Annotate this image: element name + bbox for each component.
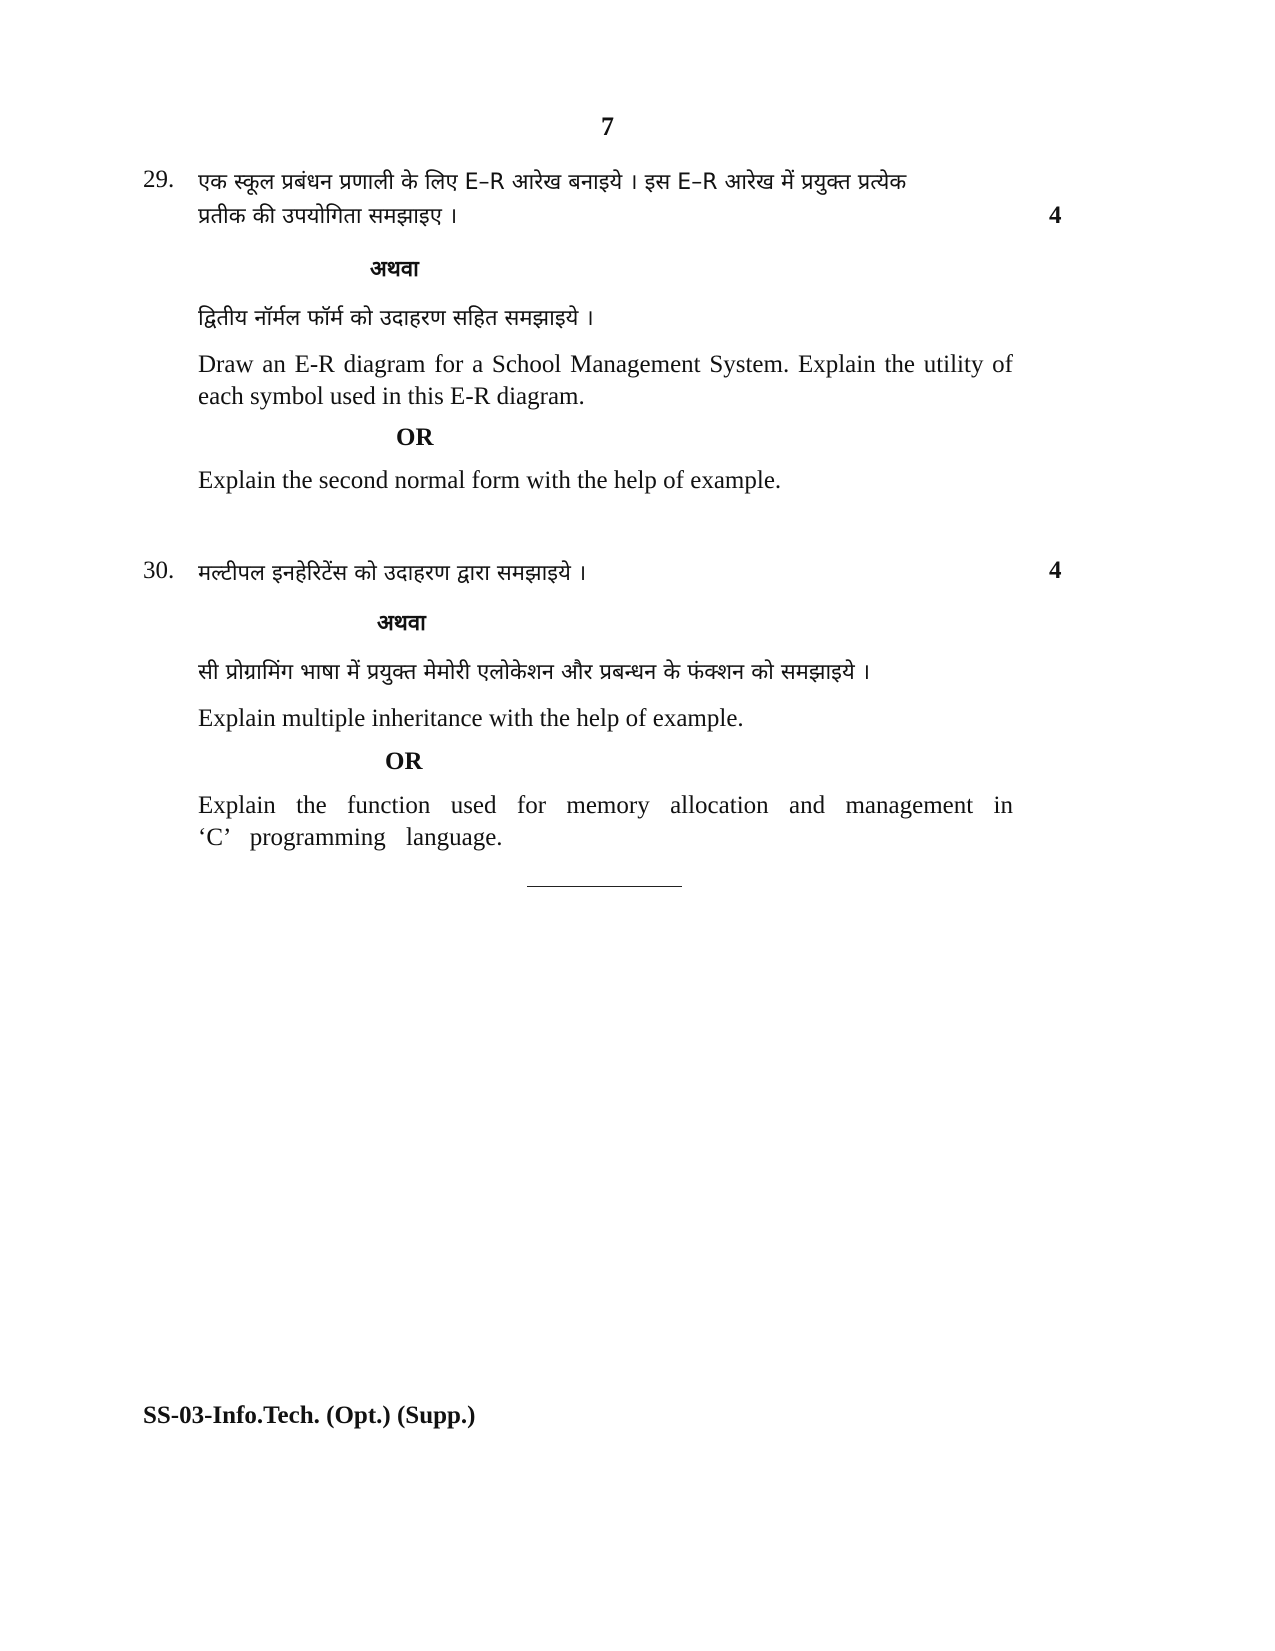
question-30-or-hindi: अथवा <box>377 611 426 636</box>
question-29-hindi-line2: प्रतीक की उपयोगिता समझाइए । <box>198 204 458 229</box>
question-30-or-english: OR <box>385 748 423 775</box>
question-29-english-alternative: Explain the second normal form with the help of example. <box>198 467 782 494</box>
paper-code: SS-03-Info.Tech. (Opt.) (Supp.) <box>143 1402 476 1429</box>
question-29-english-text: Draw an E-R diagram for a School Management System. Explain the utility of each symbol used in this E-R diagram. <box>198 351 1013 410</box>
question-29-marks: 4 <box>1049 202 1062 229</box>
question-30-marks: 4 <box>1049 557 1062 584</box>
question-30-english-alternative: Explain the function used for memory allocation and management in ‘C’ programming language. <box>198 792 1013 851</box>
end-of-paper-rule <box>527 886 682 887</box>
question-29-or-hindi: अथवा <box>370 257 419 282</box>
page-number: 7 <box>601 112 614 141</box>
question-29-or-english: OR <box>396 424 434 451</box>
question-29-hindi-line1: एक स्कूल प्रबंधन प्रणाली के लिए E–R आरेख बनाइये । इस E–R आरेख में प्रयुक्त प्रत्येक <box>198 170 907 195</box>
question-29-number: 29. <box>143 166 175 193</box>
question-30-hindi-text: मल्टीपल इनहेरिटेंस को उदाहरण द्वारा समझाइये । <box>198 561 587 586</box>
question-29-hindi-alternative: द्वितीय नॉर्मल फॉर्म को उदाहरण सहित समझाइये । <box>198 306 594 331</box>
question-30-number: 30. <box>143 557 175 584</box>
question-30-english-text: Explain multiple inheritance with the help of example. <box>198 705 744 732</box>
question-30-hindi-alternative: सी प्रोग्रामिंग भाषा में प्रयुक्त मेमोरी एलोकेशन और प्रबन्धन के फंक्शन को समझाइये । <box>198 660 871 685</box>
